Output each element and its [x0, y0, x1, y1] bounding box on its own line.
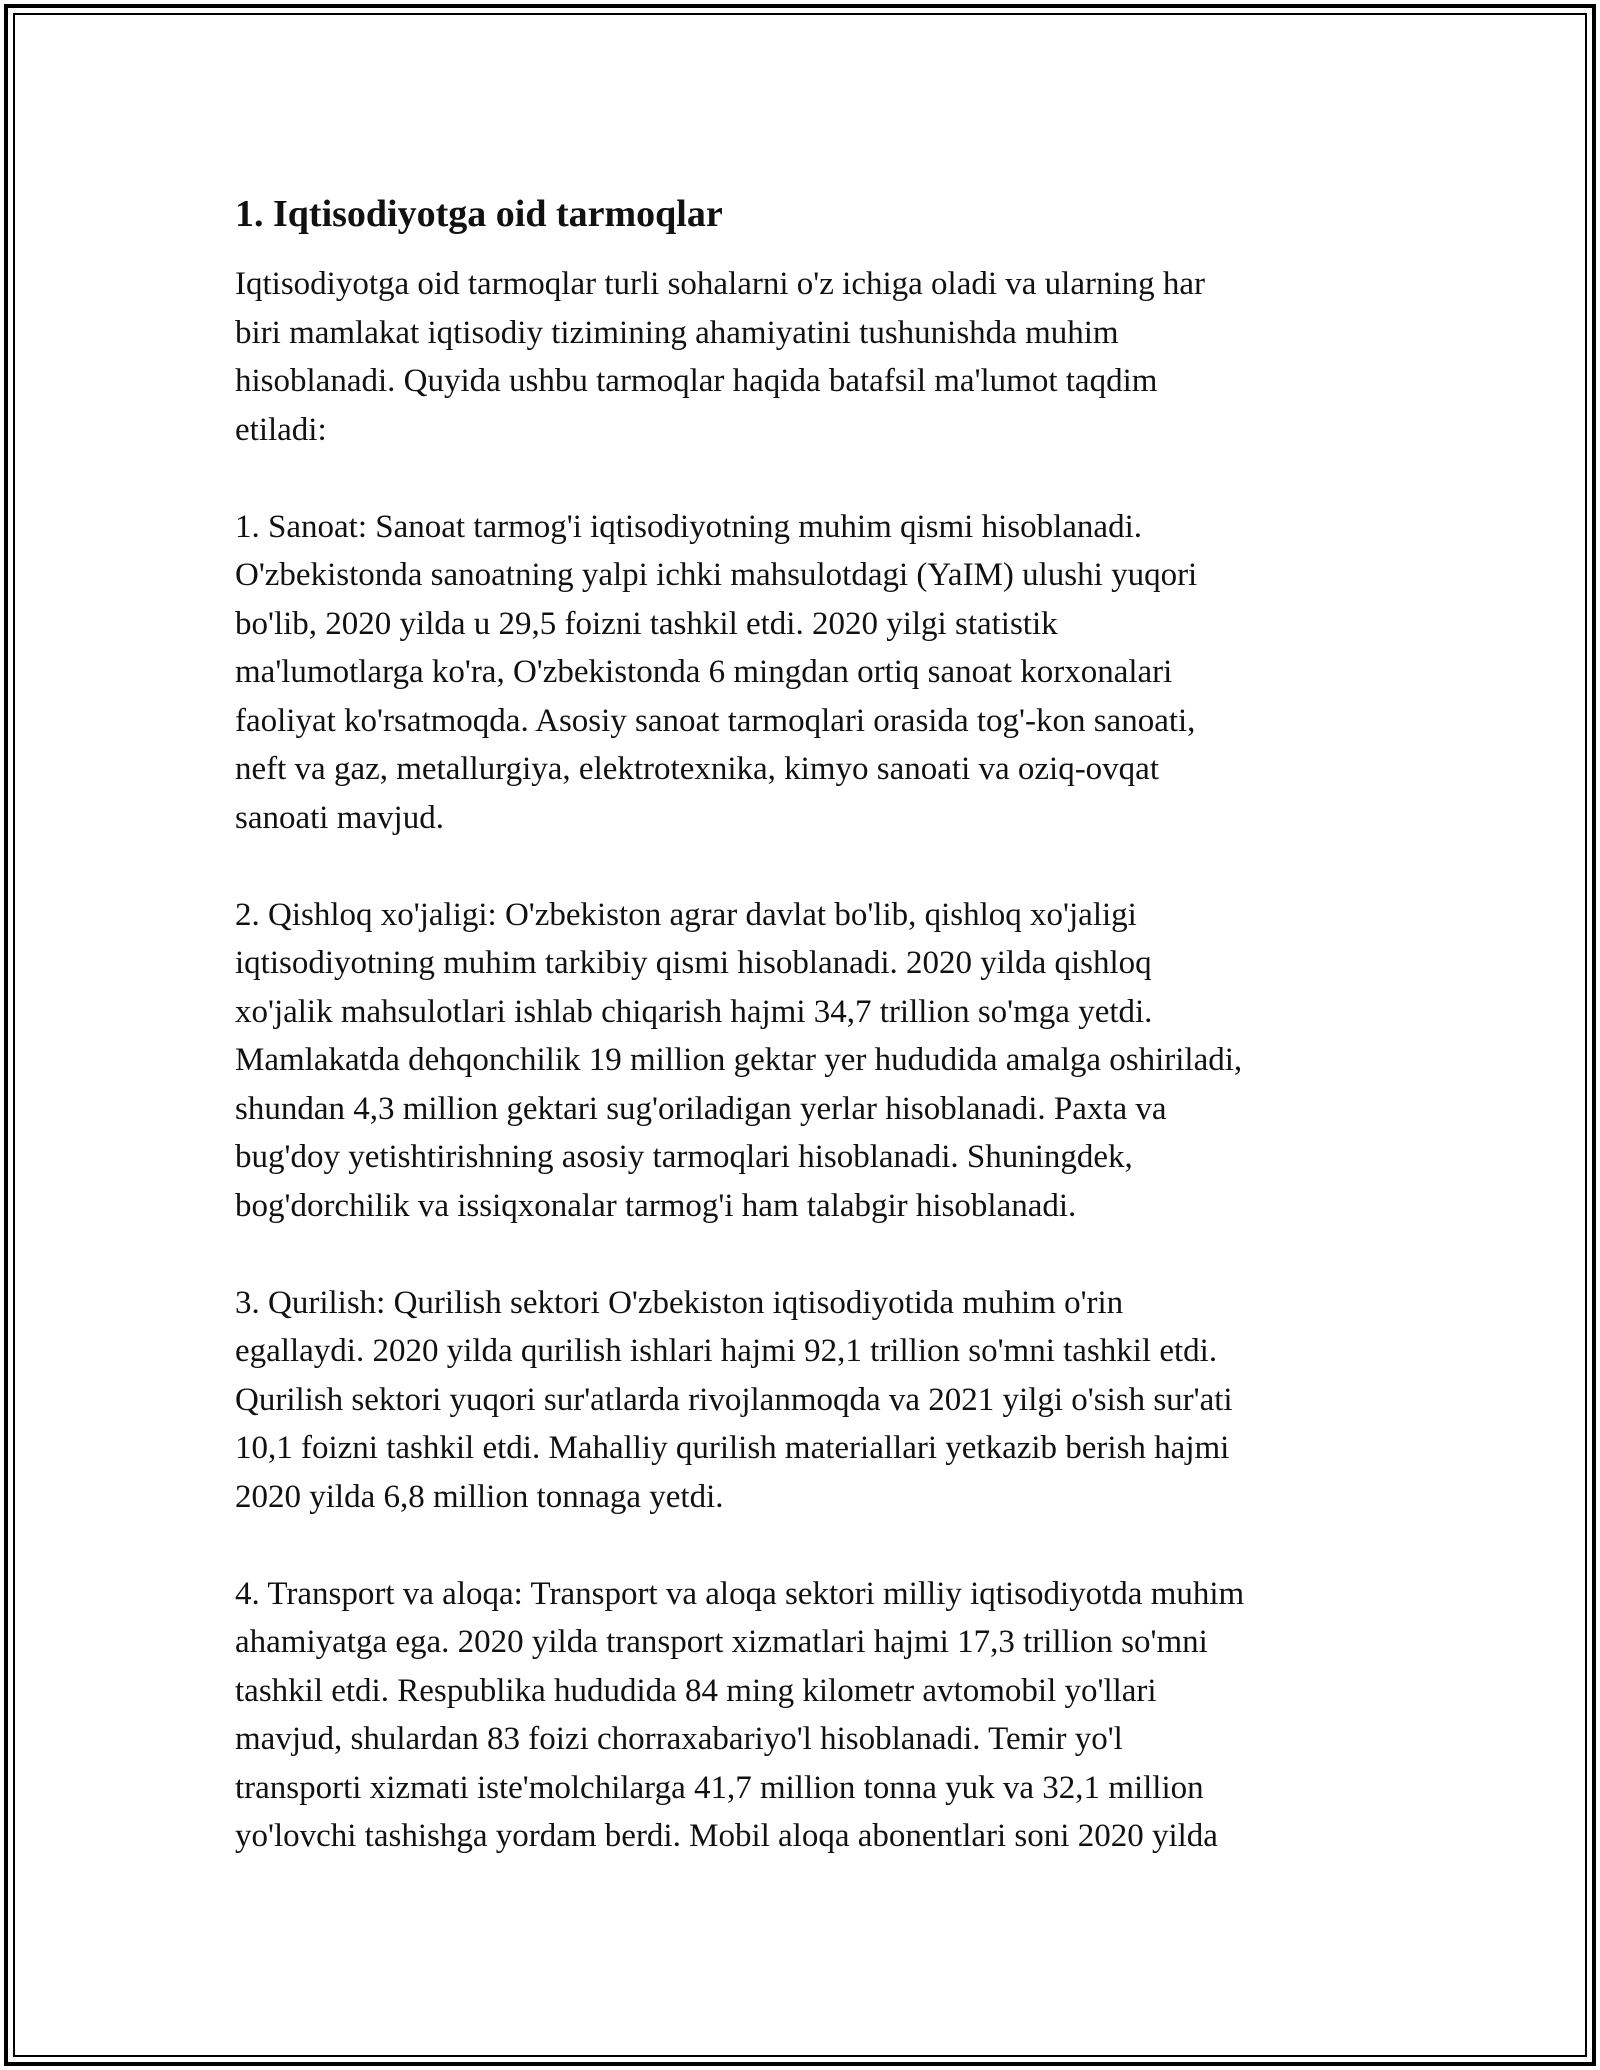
text-line: 10,1 foizni tashkil etdi. Mahalliy qurilish materiallari yetkazib berish hajmi	[235, 1430, 1230, 1466]
text-line: sanoati mavjud.	[235, 799, 444, 836]
paragraph-qurilish	[235, 1279, 1370, 1522]
paragraph-qishloq-xojaligi	[235, 891, 1370, 1231]
text-line: xo'jalik mahsulotlari ishlab chiqarish hajmi 34,7 trillion so'mga yetdi.	[235, 993, 1153, 1030]
text-line: tashkil etdi. Respublika hududida 84 ming kilometr avtomobil yo'llari	[235, 1672, 1157, 1709]
paragraph-transport-aloqa	[235, 1570, 1370, 1861]
text-line: 3. Qurilish: Qurilish sektori O'zbekiston iqtisodiyotida muhim o'rin	[235, 1284, 1124, 1321]
text-line: bug'doy yetishtirishning asosiy tarmoqlari hisoblanadi. Shuningdek,	[235, 1139, 1133, 1175]
text-line: transporti xizmati iste'molchilarga 41,7 million tonna yuk va 32,1 million	[235, 1769, 1204, 1806]
text-line: biri mamlakat iqtisodiy tizimining ahamiyatini tushunishda muhim	[235, 314, 1119, 351]
text-line: hisoblanadi. Quyida ushbu tarmoqlar haqida batafsil ma'lumot taqdim	[235, 363, 1158, 399]
text-line: etiladi:	[235, 411, 327, 448]
text-line: Iqtisodiyotga oid tarmoqlar turli sohalarni o'z ichiga oladi va ularning har	[235, 266, 1206, 302]
text-line: O'zbekistonda sanoatning yalpi ichki mahsulotdagi (YaIM) ulushi yuqori	[235, 557, 1198, 593]
text-line: egallaydi. 2020 yilda qurilish ishlari hajmi 92,1 trillion so'mni tashkil etdi.	[235, 1333, 1218, 1369]
text-line: iqtisodiyotning muhim tarkibiy qismi hisoblanadi. 2020 yilda qishloq	[235, 945, 1152, 981]
text-line: faoliyat ko'rsatmoqda. Asosiy sanoat tarmoqlari orasida tog'-kon sanoati,	[235, 702, 1196, 739]
text-line: Mamlakatda dehqonchilik 19 million gektar yer hududida amalga oshiriladi,	[235, 1042, 1243, 1078]
text-line: Qurilish sektori yuqori sur'atlarda rivojlanmoqda va 2021 yilgi o'sish sur'ati	[235, 1381, 1233, 1418]
text-line: shundan 4,3 million gektari sug'oriladigan yerlar hisoblanadi. Paxta va	[235, 1090, 1167, 1127]
text-line: 2. Qishloq xo'jaligi: O'zbekiston agrar davlat bo'lib, qishloq xo'jaligi	[235, 896, 1137, 933]
text-line: bo'lib, 2020 yilda u 29,5 foizni tashkil etdi. 2020 yilgi statistik	[235, 605, 1058, 642]
document-body	[235, 188, 1370, 1909]
text-line: bog'dorchilik va issiqxonalar tarmog'i ham talabgir hisoblanadi.	[235, 1187, 1077, 1224]
paragraph-intro	[235, 260, 1370, 454]
text-line: yo'lovchi tashishga yordam berdi. Mobil aloqa abonentlari soni 2020 yilda	[235, 1818, 1218, 1854]
text-line: neft va gaz, metallurgiya, elektrotexnika, kimyo sanoati va oziq-ovqat	[235, 751, 1159, 787]
text-line: 2020 yilda 6,8 million tonnaga yetdi.	[235, 1478, 724, 1515]
section-heading: 1. Iqtisodiyotga oid tarmoqlar	[235, 193, 723, 235]
text-line: ma'lumotlarga ko'ra, O'zbekistonda 6 mingdan ortiq sanoat korxonalari	[235, 654, 1173, 690]
paragraph-sanoat	[235, 503, 1370, 843]
text-line: 1. Sanoat: Sanoat tarmog'i iqtisodiyotning muhim qismi hisoblanadi.	[235, 508, 1142, 545]
text-line: mavjud, shulardan 83 foizi chorraxabariyo'l hisoblanadi. Temir yo'l	[235, 1721, 1123, 1757]
text-line: 4. Transport va aloqa: Transport va aloqa sektori milliy iqtisodiyotda muhim	[235, 1575, 1245, 1612]
text-line: ahamiyatga ega. 2020 yilda transport xizmatlari hajmi 17,3 trillion so'mni	[235, 1624, 1208, 1660]
